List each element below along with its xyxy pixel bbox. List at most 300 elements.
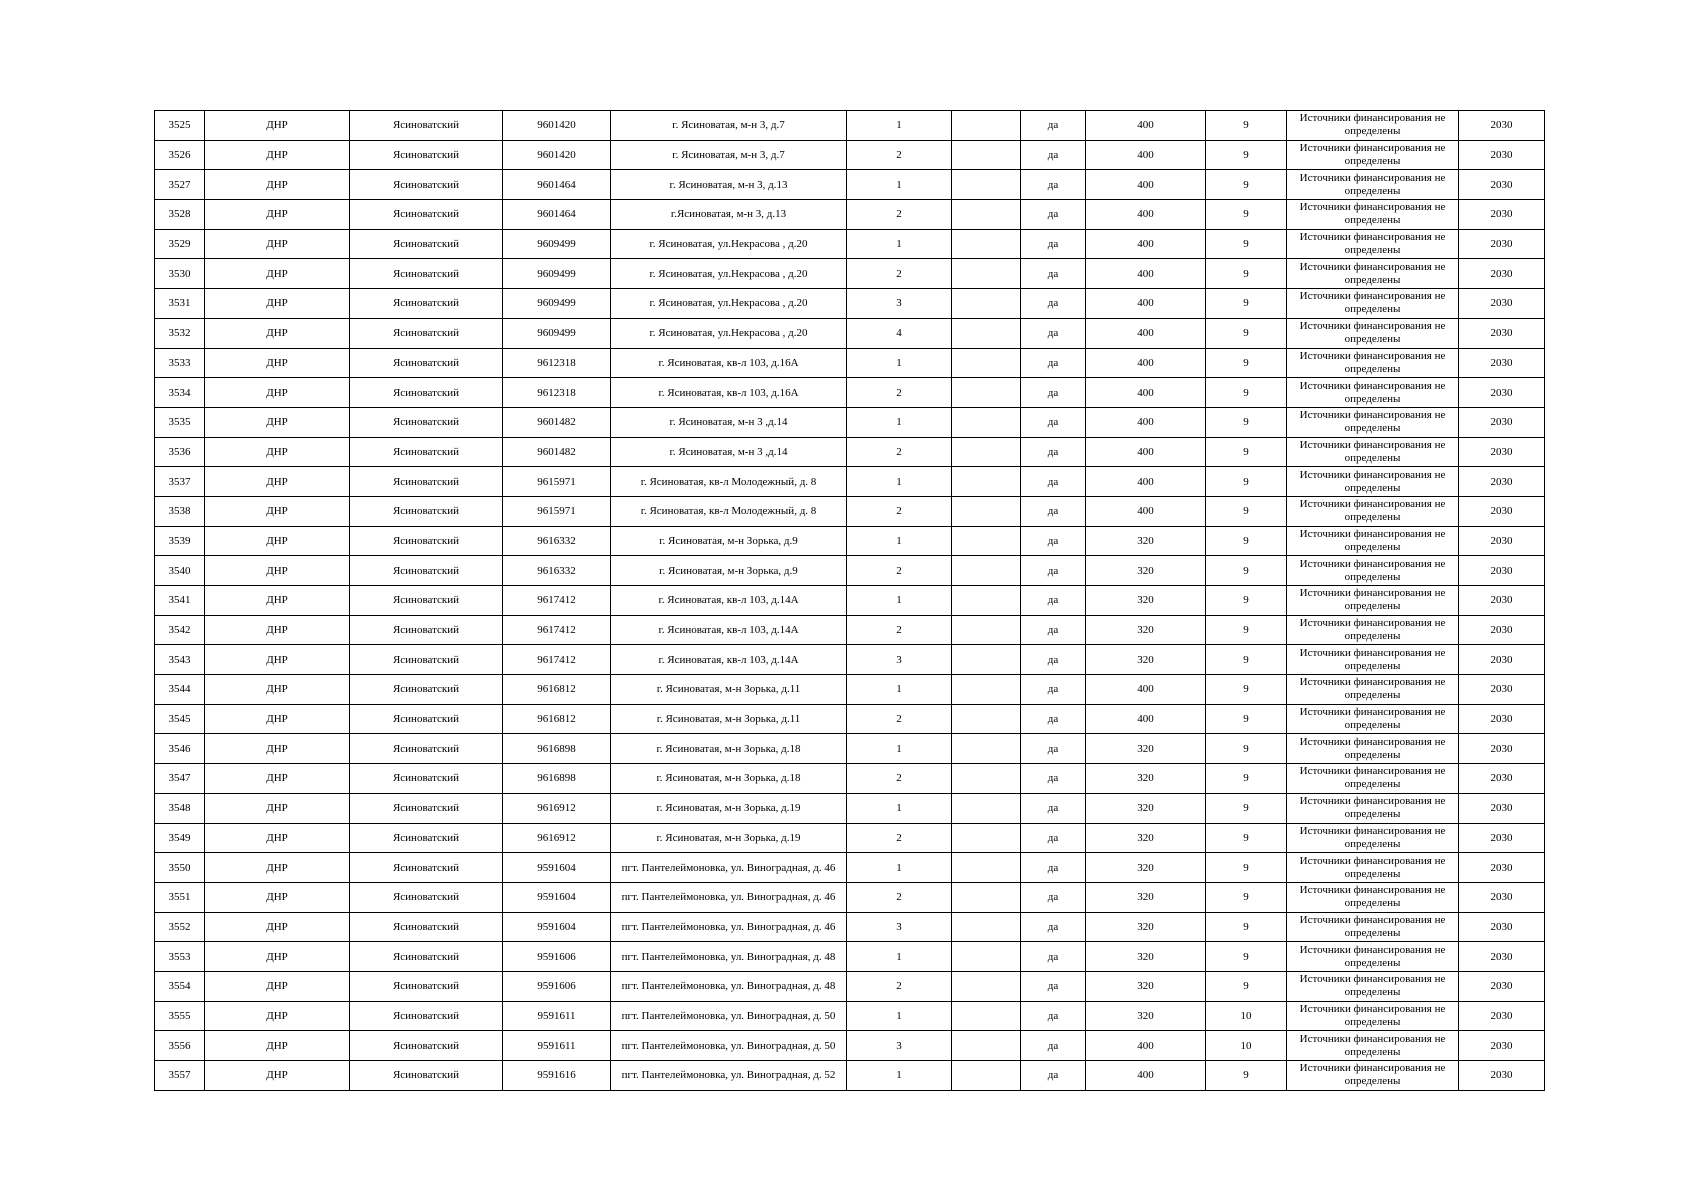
region-cell: ДНР — [205, 764, 350, 794]
count-cell: 9 — [1206, 170, 1287, 200]
value-cell: 400 — [1086, 437, 1206, 467]
code-cell: 9616898 — [503, 764, 611, 794]
region-cell: ДНР — [205, 793, 350, 823]
region-cell: ДНР — [205, 348, 350, 378]
district-cell: Ясиноватский — [350, 853, 503, 883]
empty-cell — [952, 704, 1021, 734]
count-cell: 9 — [1206, 378, 1287, 408]
flag-cell: да — [1021, 793, 1086, 823]
region-cell: ДНР — [205, 704, 350, 734]
year-cell: 2030 — [1459, 407, 1545, 437]
region-cell: ДНР — [205, 437, 350, 467]
region-cell: ДНР — [205, 140, 350, 170]
value-cell: 400 — [1086, 675, 1206, 705]
item-cell: 1 — [847, 348, 952, 378]
table-row — [155, 1061, 1545, 1091]
value-cell: 320 — [1086, 645, 1206, 675]
district-cell: Ясиноватский — [350, 586, 503, 616]
table-row — [155, 704, 1545, 734]
region-cell: ДНР — [205, 200, 350, 230]
code-cell: 9616898 — [503, 734, 611, 764]
table-row — [155, 289, 1545, 319]
value-cell: 320 — [1086, 764, 1206, 794]
empty-cell — [952, 882, 1021, 912]
code-cell: 9601482 — [503, 437, 611, 467]
row-number-cell: 3539 — [155, 526, 205, 556]
address-cell: г. Ясиноватая, ул.Некрасова , д.20 — [611, 259, 847, 289]
flag-cell: да — [1021, 111, 1086, 141]
year-cell: 2030 — [1459, 645, 1545, 675]
item-cell: 1 — [847, 793, 952, 823]
funding-cell: Источники финансирования не определены — [1287, 734, 1459, 764]
funding-cell: Источники финансирования не определены — [1287, 615, 1459, 645]
district-cell: Ясиноватский — [350, 882, 503, 912]
district-cell: Ясиноватский — [350, 318, 503, 348]
district-cell: Ясиноватский — [350, 348, 503, 378]
address-cell: г. Ясиноватая, ул.Некрасова , д.20 — [611, 229, 847, 259]
district-cell: Ясиноватский — [350, 1031, 503, 1061]
code-cell: 9591606 — [503, 942, 611, 972]
funding-cell: Источники финансирования не определены — [1287, 496, 1459, 526]
row-number-cell: 3556 — [155, 1031, 205, 1061]
row-number-cell: 3545 — [155, 704, 205, 734]
address-cell: г. Ясиноватая, м-н Зорька, д.18 — [611, 734, 847, 764]
table-row — [155, 170, 1545, 200]
funding-cell: Источники финансирования не определены — [1287, 971, 1459, 1001]
item-cell: 2 — [847, 200, 952, 230]
region-cell: ДНР — [205, 882, 350, 912]
year-cell: 2030 — [1459, 912, 1545, 942]
item-cell: 1 — [847, 111, 952, 141]
flag-cell: да — [1021, 140, 1086, 170]
funding-cell: Источники финансирования не определены — [1287, 318, 1459, 348]
value-cell: 400 — [1086, 229, 1206, 259]
empty-cell — [952, 971, 1021, 1001]
row-number-cell: 3554 — [155, 971, 205, 1001]
flag-cell: да — [1021, 1061, 1086, 1091]
year-cell: 2030 — [1459, 882, 1545, 912]
region-cell: ДНР — [205, 1031, 350, 1061]
table-row — [155, 200, 1545, 230]
region-cell: ДНР — [205, 586, 350, 616]
row-number-cell: 3528 — [155, 200, 205, 230]
value-cell: 320 — [1086, 823, 1206, 853]
funding-cell: Источники финансирования не определены — [1287, 170, 1459, 200]
empty-cell — [952, 200, 1021, 230]
year-cell: 2030 — [1459, 734, 1545, 764]
code-cell: 9591616 — [503, 1061, 611, 1091]
address-cell: г. Ясиноватая, м-н Зорька, д.9 — [611, 526, 847, 556]
row-number-cell: 3526 — [155, 140, 205, 170]
value-cell: 400 — [1086, 170, 1206, 200]
value-cell: 400 — [1086, 259, 1206, 289]
count-cell: 9 — [1206, 526, 1287, 556]
address-cell: г. Ясиноватая, ул.Некрасова , д.20 — [611, 289, 847, 319]
row-number-cell: 3552 — [155, 912, 205, 942]
flag-cell: да — [1021, 407, 1086, 437]
funding-cell: Источники финансирования не определены — [1287, 140, 1459, 170]
table-row — [155, 259, 1545, 289]
district-cell: Ясиноватский — [350, 407, 503, 437]
value-cell: 400 — [1086, 348, 1206, 378]
code-cell: 9615971 — [503, 496, 611, 526]
count-cell: 9 — [1206, 467, 1287, 497]
code-cell: 9616812 — [503, 704, 611, 734]
region-cell: ДНР — [205, 1001, 350, 1031]
empty-cell — [952, 526, 1021, 556]
region-cell: ДНР — [205, 170, 350, 200]
value-cell: 320 — [1086, 882, 1206, 912]
address-cell: г. Ясиноватая, м-н 3, д.7 — [611, 111, 847, 141]
data-table — [154, 110, 1545, 1091]
district-cell: Ясиноватский — [350, 764, 503, 794]
year-cell: 2030 — [1459, 378, 1545, 408]
flag-cell: да — [1021, 586, 1086, 616]
district-cell: Ясиноватский — [350, 526, 503, 556]
row-number-cell: 3541 — [155, 586, 205, 616]
year-cell: 2030 — [1459, 1001, 1545, 1031]
funding-cell: Источники финансирования не определены — [1287, 793, 1459, 823]
table-row — [155, 318, 1545, 348]
item-cell: 1 — [847, 229, 952, 259]
table-row — [155, 675, 1545, 705]
code-cell: 9591604 — [503, 882, 611, 912]
flag-cell: да — [1021, 348, 1086, 378]
code-cell: 9609499 — [503, 229, 611, 259]
code-cell: 9609499 — [503, 318, 611, 348]
code-cell: 9609499 — [503, 289, 611, 319]
empty-cell — [952, 407, 1021, 437]
district-cell: Ясиноватский — [350, 496, 503, 526]
empty-cell — [952, 289, 1021, 319]
region-cell: ДНР — [205, 318, 350, 348]
code-cell: 9601464 — [503, 170, 611, 200]
district-cell: Ясиноватский — [350, 971, 503, 1001]
year-cell: 2030 — [1459, 259, 1545, 289]
item-cell: 2 — [847, 704, 952, 734]
year-cell: 2030 — [1459, 793, 1545, 823]
empty-cell — [952, 170, 1021, 200]
count-cell: 9 — [1206, 437, 1287, 467]
year-cell: 2030 — [1459, 1061, 1545, 1091]
funding-cell: Источники финансирования не определены — [1287, 111, 1459, 141]
empty-cell — [952, 556, 1021, 586]
district-cell: Ясиноватский — [350, 229, 503, 259]
year-cell: 2030 — [1459, 348, 1545, 378]
funding-cell: Источники финансирования не определены — [1287, 259, 1459, 289]
flag-cell: да — [1021, 675, 1086, 705]
row-number-cell: 3546 — [155, 734, 205, 764]
region-cell: ДНР — [205, 289, 350, 319]
region-cell: ДНР — [205, 675, 350, 705]
region-cell: ДНР — [205, 823, 350, 853]
flag-cell: да — [1021, 971, 1086, 1001]
funding-cell: Источники финансирования не определены — [1287, 526, 1459, 556]
row-number-cell: 3549 — [155, 823, 205, 853]
item-cell: 1 — [847, 1061, 952, 1091]
value-cell: 320 — [1086, 853, 1206, 883]
code-cell: 9617412 — [503, 645, 611, 675]
table-row — [155, 586, 1545, 616]
value-cell: 320 — [1086, 971, 1206, 1001]
region-cell: ДНР — [205, 378, 350, 408]
item-cell: 2 — [847, 496, 952, 526]
funding-cell: Источники финансирования не определены — [1287, 882, 1459, 912]
item-cell: 3 — [847, 645, 952, 675]
address-cell: г. Ясиноватая, м-н Зорька, д.19 — [611, 793, 847, 823]
address-cell: пгт. Пантелеймоновка, ул. Виноградная, д. 48 — [611, 971, 847, 1001]
flag-cell: да — [1021, 200, 1086, 230]
district-cell: Ясиноватский — [350, 556, 503, 586]
empty-cell — [952, 912, 1021, 942]
address-cell: пгт. Пантелеймоновка, ул. Виноградная, д. 48 — [611, 942, 847, 972]
year-cell: 2030 — [1459, 200, 1545, 230]
code-cell: 9591606 — [503, 971, 611, 1001]
row-number-cell: 3555 — [155, 1001, 205, 1031]
year-cell: 2030 — [1459, 496, 1545, 526]
value-cell: 400 — [1086, 318, 1206, 348]
flag-cell: да — [1021, 437, 1086, 467]
district-cell: Ясиноватский — [350, 170, 503, 200]
empty-cell — [952, 437, 1021, 467]
funding-cell: Источники финансирования не определены — [1287, 200, 1459, 230]
value-cell: 320 — [1086, 556, 1206, 586]
count-cell: 9 — [1206, 229, 1287, 259]
table-row — [155, 942, 1545, 972]
row-number-cell: 3542 — [155, 615, 205, 645]
region-cell: ДНР — [205, 259, 350, 289]
count-cell: 9 — [1206, 971, 1287, 1001]
table-body — [155, 111, 1545, 1091]
year-cell: 2030 — [1459, 764, 1545, 794]
table-row — [155, 526, 1545, 556]
table-row — [155, 912, 1545, 942]
code-cell: 9591604 — [503, 853, 611, 883]
code-cell: 9616812 — [503, 675, 611, 705]
table-row — [155, 348, 1545, 378]
item-cell: 2 — [847, 971, 952, 1001]
funding-cell: Источники финансирования не определены — [1287, 1061, 1459, 1091]
count-cell: 9 — [1206, 764, 1287, 794]
item-cell: 2 — [847, 615, 952, 645]
district-cell: Ясиноватский — [350, 1001, 503, 1031]
table-row — [155, 140, 1545, 170]
item-cell: 1 — [847, 526, 952, 556]
item-cell: 3 — [847, 289, 952, 319]
region-cell: ДНР — [205, 229, 350, 259]
count-cell: 9 — [1206, 586, 1287, 616]
table-row — [155, 734, 1545, 764]
empty-cell — [952, 793, 1021, 823]
count-cell: 9 — [1206, 942, 1287, 972]
count-cell: 9 — [1206, 556, 1287, 586]
value-cell: 400 — [1086, 467, 1206, 497]
region-cell: ДНР — [205, 407, 350, 437]
funding-cell: Источники финансирования не определены — [1287, 823, 1459, 853]
region-cell: ДНР — [205, 1061, 350, 1091]
value-cell: 400 — [1086, 378, 1206, 408]
value-cell: 400 — [1086, 1031, 1206, 1061]
code-cell: 9617412 — [503, 615, 611, 645]
funding-cell: Источники финансирования не определены — [1287, 1031, 1459, 1061]
region-cell: ДНР — [205, 556, 350, 586]
item-cell: 1 — [847, 853, 952, 883]
empty-cell — [952, 259, 1021, 289]
count-cell: 9 — [1206, 140, 1287, 170]
year-cell: 2030 — [1459, 467, 1545, 497]
item-cell: 1 — [847, 942, 952, 972]
address-cell: г. Ясиноватая, м-н Зорька, д.11 — [611, 675, 847, 705]
region-cell: ДНР — [205, 971, 350, 1001]
count-cell: 9 — [1206, 289, 1287, 319]
empty-cell — [952, 318, 1021, 348]
flag-cell: да — [1021, 704, 1086, 734]
empty-cell — [952, 764, 1021, 794]
funding-cell: Источники финансирования не определены — [1287, 675, 1459, 705]
count-cell: 9 — [1206, 882, 1287, 912]
row-number-cell: 3544 — [155, 675, 205, 705]
table-row — [155, 229, 1545, 259]
code-cell: 9601420 — [503, 111, 611, 141]
item-cell: 2 — [847, 556, 952, 586]
row-number-cell: 3533 — [155, 348, 205, 378]
flag-cell: да — [1021, 882, 1086, 912]
table-row — [155, 971, 1545, 1001]
empty-cell — [952, 348, 1021, 378]
address-cell: г. Ясиноватая, ул.Некрасова , д.20 — [611, 318, 847, 348]
value-cell: 400 — [1086, 200, 1206, 230]
item-cell: 2 — [847, 140, 952, 170]
region-cell: ДНР — [205, 526, 350, 556]
address-cell: пгт. Пантелеймоновка, ул. Виноградная, д. 52 — [611, 1061, 847, 1091]
district-cell: Ясиноватский — [350, 140, 503, 170]
address-cell: г. Ясиноватая, кв-л 103, д.14А — [611, 615, 847, 645]
funding-cell: Источники финансирования не определены — [1287, 586, 1459, 616]
code-cell: 9601464 — [503, 200, 611, 230]
region-cell: ДНР — [205, 615, 350, 645]
row-number-cell: 3532 — [155, 318, 205, 348]
address-cell: пгт. Пантелеймоновка, ул. Виноградная, д. 46 — [611, 912, 847, 942]
table-row — [155, 853, 1545, 883]
row-number-cell: 3540 — [155, 556, 205, 586]
address-cell: г. Ясиноватая, кв-л 103, д.14А — [611, 645, 847, 675]
address-cell: г. Ясиноватая, м-н 3 ,д.14 — [611, 407, 847, 437]
code-cell: 9617412 — [503, 586, 611, 616]
value-cell: 320 — [1086, 586, 1206, 616]
year-cell: 2030 — [1459, 823, 1545, 853]
address-cell: пгт. Пантелеймоновка, ул. Виноградная, д. 50 — [611, 1001, 847, 1031]
table-row — [155, 111, 1545, 141]
count-cell: 9 — [1206, 111, 1287, 141]
empty-cell — [952, 645, 1021, 675]
code-cell: 9609499 — [503, 259, 611, 289]
region-cell: ДНР — [205, 942, 350, 972]
year-cell: 2030 — [1459, 586, 1545, 616]
item-cell: 1 — [847, 675, 952, 705]
address-cell: г. Ясиноватая, кв-л 103, д.14А — [611, 586, 847, 616]
year-cell: 2030 — [1459, 942, 1545, 972]
empty-cell — [952, 615, 1021, 645]
row-number-cell: 3531 — [155, 289, 205, 319]
flag-cell: да — [1021, 734, 1086, 764]
item-cell: 1 — [847, 467, 952, 497]
item-cell: 1 — [847, 407, 952, 437]
value-cell: 320 — [1086, 734, 1206, 764]
value-cell: 400 — [1086, 496, 1206, 526]
flag-cell: да — [1021, 645, 1086, 675]
funding-cell: Источники финансирования не определены — [1287, 645, 1459, 675]
item-cell: 1 — [847, 1001, 952, 1031]
district-cell: Ясиноватский — [350, 289, 503, 319]
year-cell: 2030 — [1459, 675, 1545, 705]
code-cell: 9616912 — [503, 793, 611, 823]
row-number-cell: 3538 — [155, 496, 205, 526]
row-number-cell: 3551 — [155, 882, 205, 912]
address-cell: г. Ясиноватая, м-н Зорька, д.9 — [611, 556, 847, 586]
count-cell: 9 — [1206, 645, 1287, 675]
row-number-cell: 3525 — [155, 111, 205, 141]
row-number-cell: 3530 — [155, 259, 205, 289]
code-cell: 9591611 — [503, 1031, 611, 1061]
empty-cell — [952, 378, 1021, 408]
item-cell: 4 — [847, 318, 952, 348]
empty-cell — [952, 140, 1021, 170]
funding-cell: Источники финансирования не определены — [1287, 853, 1459, 883]
empty-cell — [952, 229, 1021, 259]
flag-cell: да — [1021, 556, 1086, 586]
funding-cell: Источники финансирования не определены — [1287, 764, 1459, 794]
count-cell: 9 — [1206, 823, 1287, 853]
table-row — [155, 467, 1545, 497]
address-cell: г. Ясиноватая, м-н Зорька, д.19 — [611, 823, 847, 853]
funding-cell: Источники финансирования не определены — [1287, 556, 1459, 586]
year-cell: 2030 — [1459, 526, 1545, 556]
flag-cell: да — [1021, 378, 1086, 408]
empty-cell — [952, 111, 1021, 141]
value-cell: 400 — [1086, 1061, 1206, 1091]
row-number-cell: 3536 — [155, 437, 205, 467]
table-row — [155, 378, 1545, 408]
item-cell: 1 — [847, 170, 952, 200]
district-cell: Ясиноватский — [350, 467, 503, 497]
row-number-cell: 3543 — [155, 645, 205, 675]
funding-cell: Источники финансирования не определены — [1287, 289, 1459, 319]
count-cell: 9 — [1206, 675, 1287, 705]
code-cell: 9615971 — [503, 467, 611, 497]
funding-cell: Источники финансирования не определены — [1287, 407, 1459, 437]
address-cell: г. Ясиноватая, м-н 3, д.7 — [611, 140, 847, 170]
item-cell: 2 — [847, 882, 952, 912]
region-cell: ДНР — [205, 111, 350, 141]
row-number-cell: 3557 — [155, 1061, 205, 1091]
flag-cell: да — [1021, 467, 1086, 497]
address-cell: г. Ясиноватая, кв-л Молодежный, д. 8 — [611, 467, 847, 497]
year-cell: 2030 — [1459, 111, 1545, 141]
year-cell: 2030 — [1459, 556, 1545, 586]
table-row — [155, 496, 1545, 526]
region-cell: ДНР — [205, 853, 350, 883]
year-cell: 2030 — [1459, 1031, 1545, 1061]
funding-cell: Источники финансирования не определены — [1287, 942, 1459, 972]
table-row — [155, 556, 1545, 586]
count-cell: 9 — [1206, 793, 1287, 823]
flag-cell: да — [1021, 229, 1086, 259]
address-cell: г. Ясиноватая, кв-л 103, д.16А — [611, 348, 847, 378]
item-cell: 3 — [847, 912, 952, 942]
flag-cell: да — [1021, 289, 1086, 319]
funding-cell: Источники финансирования не определены — [1287, 912, 1459, 942]
value-cell: 400 — [1086, 111, 1206, 141]
